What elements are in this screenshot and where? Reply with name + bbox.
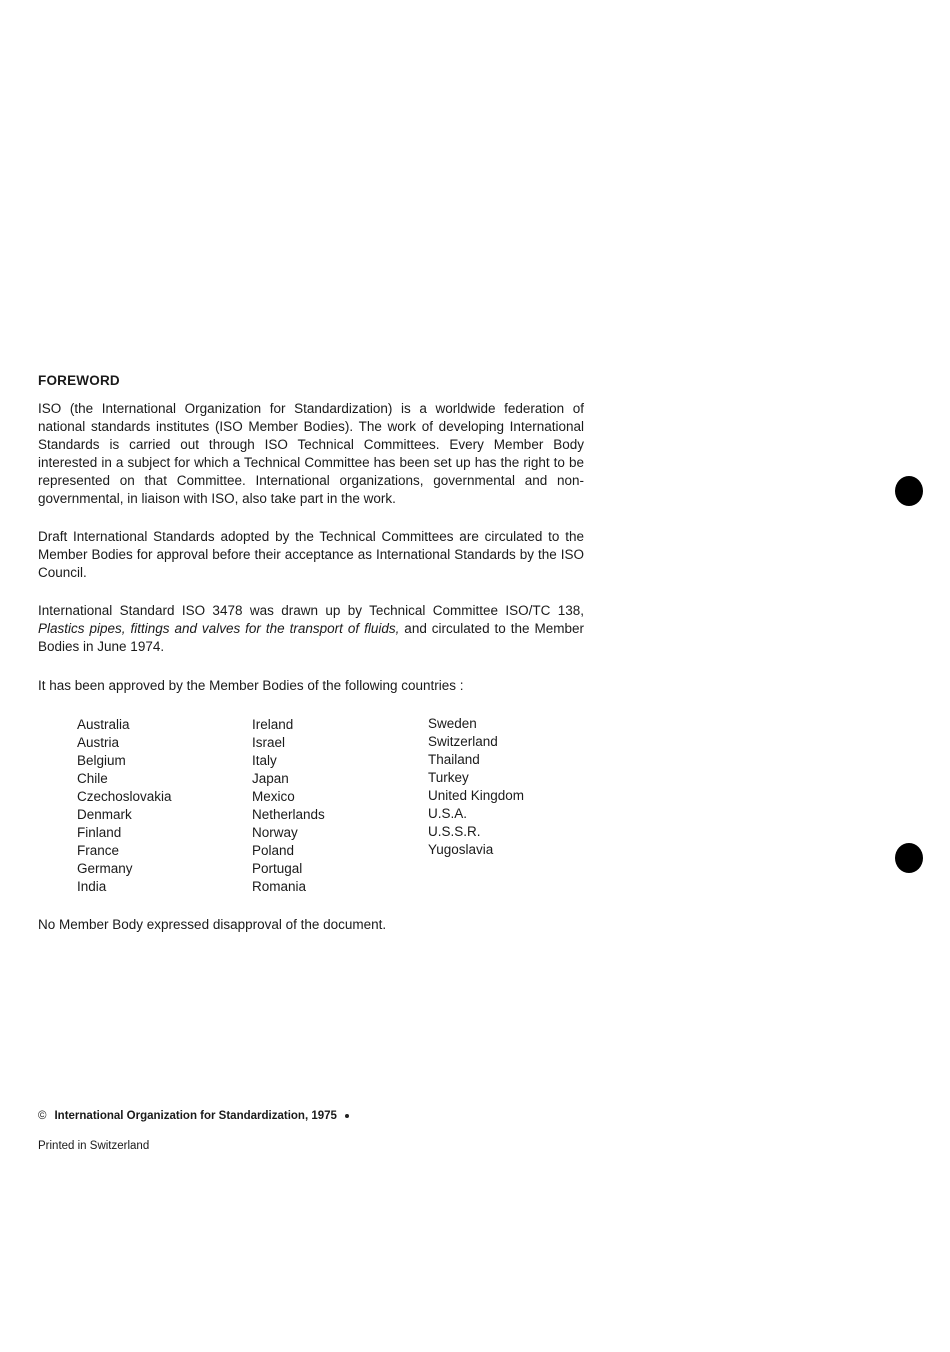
country-item: Chile [77,771,108,786]
country-item: U.S.A. [428,806,468,821]
country-item: Thailand [428,752,480,767]
country-item: Czechoslovakia [77,789,172,804]
p3-text-end: and circulated to the Member Bodies in June 1974. [38,621,585,654]
country-item: Turkey [428,770,469,785]
paragraph-no-disapproval: No Member Body expressed disapproval of the document. [38,917,387,932]
punch-hole [895,476,923,506]
country-item: Austria [77,735,120,750]
country-item: Mexico [252,789,295,804]
country-item: Norway [252,825,298,840]
country-item: U.S.S.R. [428,824,481,839]
country-item: Yugoslavia [428,842,494,857]
country-item: Italy [252,753,277,768]
copyright-icon: © [38,1110,47,1122]
committee-title: Plastics pipes, fittings and valves for the transport of fluids, [38,621,400,636]
country-item: Denmark [77,807,132,822]
country-item: Finland [77,825,122,840]
country-item: Romania [252,879,307,894]
country-item: Belgium [77,753,126,768]
country-item: Switzerland [428,734,498,749]
copyright-line [38,1110,349,1122]
copyright-text: International Organization for Standardization, 1975 [54,1110,337,1122]
country-column-1 [77,716,172,896]
printed-in: Printed in Switzerland [38,1140,150,1152]
paragraph-draft-standards: Draft International Standards adopted by the Technical Committees are circulated to the Member Bodies for approval before their acceptance as International Standards by the ISO Council. [38,529,584,580]
paragraph-iso-3478 [38,602,584,656]
country-column-3 [428,715,524,859]
country-item: Japan [252,771,289,786]
country-item: France [77,843,120,858]
foreword-heading: FOREWORD [38,373,120,388]
country-item: Netherlands [252,807,325,822]
country-item: Germany [77,861,133,876]
country-item: Sweden [428,716,477,731]
country-column-2 [252,716,325,896]
paragraph-iso-intro: ISO (the International Organization for Standardization) is a worldwide federation of national standards institutes (ISO Member Bodies). The work of developing International Standards is carried out through ISO Technical Committees. Every Member Body interested in a subject for which a Technical Committee has been set up has the right to be represented on that Committee. International organizations, governmental and non-governmental, in liaison with ISO, also take part in the work. [38,401,584,506]
paragraph-approval: It has been approved by the Member Bodies of the following countries : [38,678,464,693]
bullet-dot [345,1114,349,1118]
punch-hole [895,843,923,873]
p3-text: International Standard ISO 3478 was drawn up by Technical Committee ISO/TC 138, [38,603,584,618]
country-item: Portugal [252,861,303,876]
country-item: Poland [252,843,295,858]
country-item: United Kingdom [428,788,525,803]
country-item: Israel [252,735,286,750]
country-item: India [77,879,107,894]
country-item: Ireland [252,717,294,732]
country-item: Australia [77,717,130,732]
